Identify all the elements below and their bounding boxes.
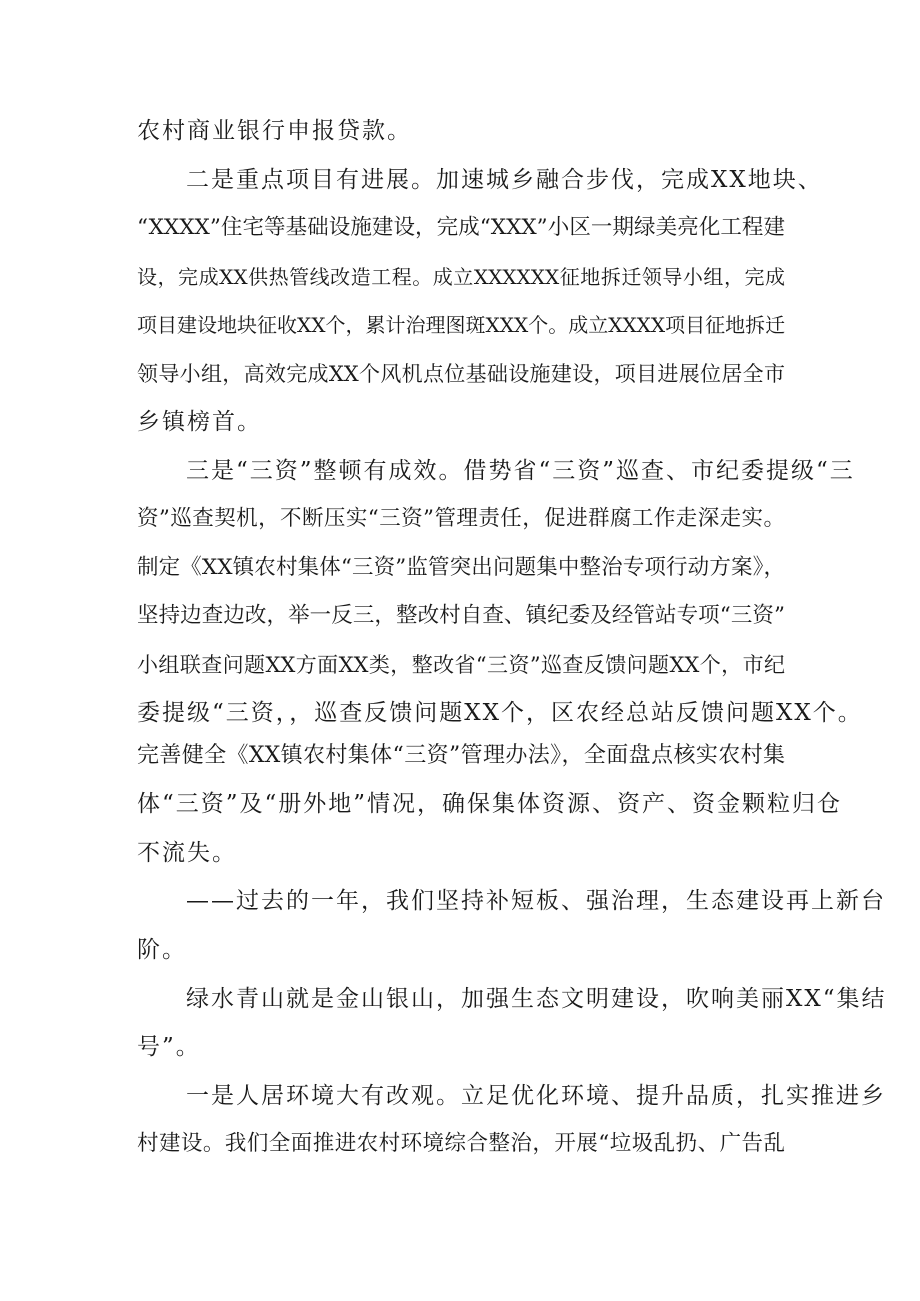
text-line: 委提级“三资，，巡查反馈问题XX个，区农经总站反馈问题XX个。 [137,700,863,726]
text-line: 资”巡查契机，不断压实“三资”管理责任，促进群腐工作走深走实。 [137,506,785,531]
text-line: 阶。 [137,937,187,963]
text-line: 体“三资”及“册外地”情况，确保集体资源、资产、资金颗粒归仓 [137,791,843,817]
text-line: 完善健全《XX镇农村集体“三资”管理办法》，全面盘点核实农村集 [137,743,785,768]
text-line: “XXXX”住宅等基础设施建设，完成“XXX”小区一期绿美亮化工程建 [137,215,785,240]
text-line: 村建设。我们全面推进农村环境综合整治，开展“垃圾乱扔、广告乱 [137,1131,785,1156]
text-line: 小组联查问题XX方面XX类，整改省“三资”巡查反馈问题XX个，市纪 [137,653,785,677]
text-line: 农村商业银行申报贷款。 [137,118,412,144]
text-line: 领导小组，高效完成XX个风机点位基础设施建设，项目进展位居全市 [137,362,785,386]
text-line: 制定《XX镇农村集体“三资”监管突出问题集中整治专项行动方案》， [137,555,785,580]
text-line: 乡镇榜首。 [137,409,262,435]
text-line: 二是重点项目有进展。加速城乡融合步伐，完成XX地块、 [186,167,823,193]
text-line: 一是人居环境大有改观。立足优化环境、提升品质，扎实推进乡 [186,1083,886,1109]
text-line: 坚持边查边改，举一反三，整改村自查、镇纪委及经管站专项“三资” [137,603,785,628]
text-line: 设，完成XX供热管线改造工程。成立XXXXXX征地拆迁领导小组，完成 [137,265,785,289]
text-line: 项目建设地块征收XX个，累计治理图斑XXX个。成立XXXX项目征地拆迁 [137,313,786,337]
text-line: ——过去的一年，我们坚持补短板、强治理，生态建设再上新台 [186,888,886,914]
text-line: 三是“三资”整顿有成效。借势省“三资”巡查、市纪委提级“三 [186,458,855,484]
text-line: 号”。 [137,1034,201,1060]
text-line: 绿水青山就是金山银山，加强生态文明建设，吹响美丽XX“集结 [186,986,887,1012]
text-line: 不流失。 [137,840,237,866]
